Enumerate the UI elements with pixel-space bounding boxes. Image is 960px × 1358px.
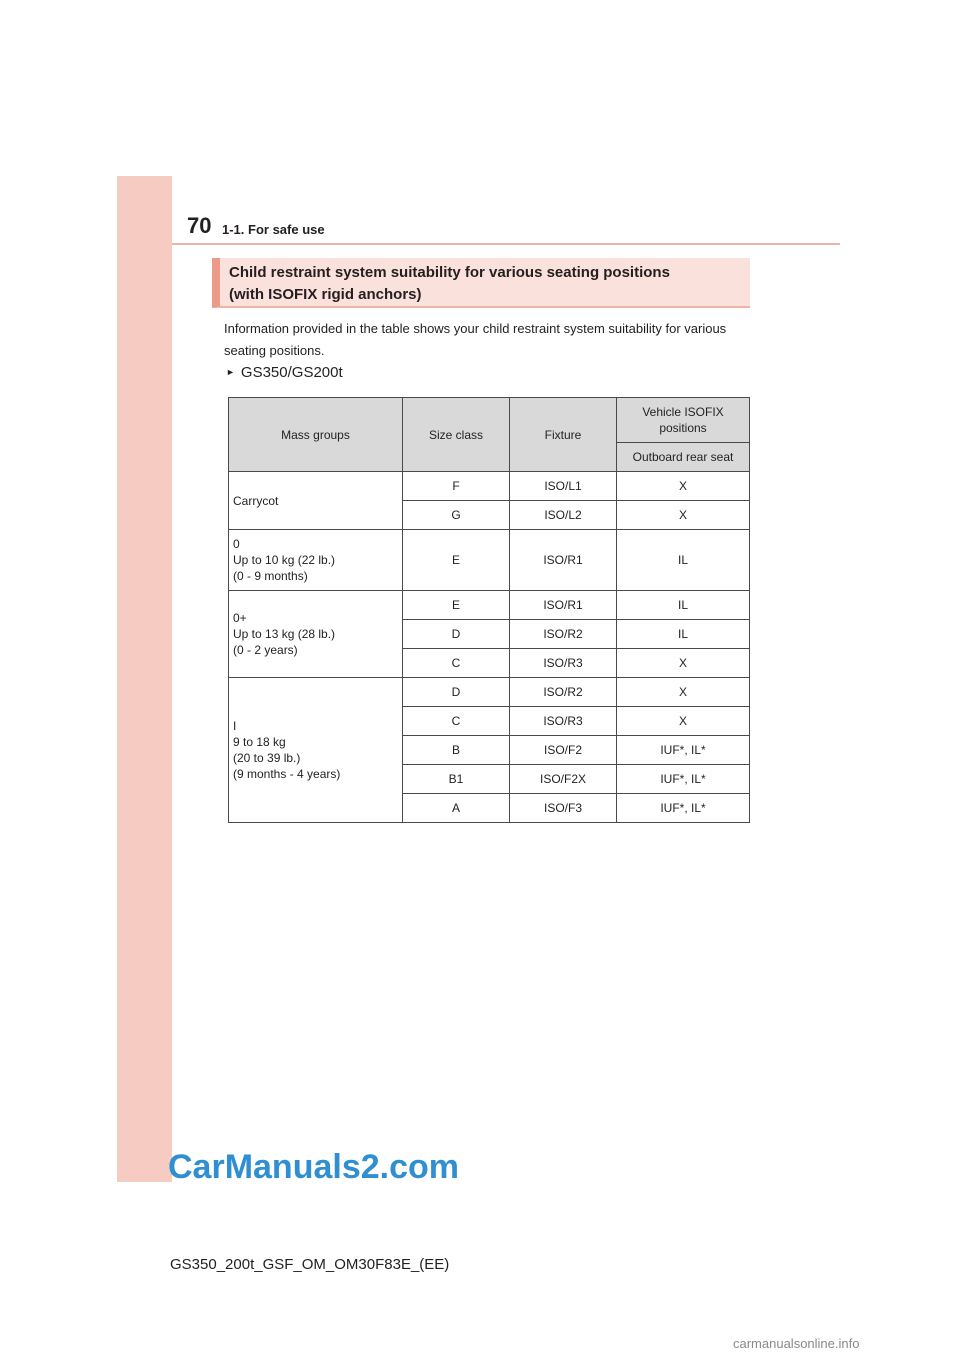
suitability-table: [228, 397, 750, 823]
size-class-cell: D: [403, 620, 510, 649]
position-cell: IUF*, IL*: [617, 765, 750, 794]
mass-group-line: Up to 10 kg (22 lb.): [233, 553, 336, 567]
position-cell: X: [617, 707, 750, 736]
mass-group-line: (20 to 39 lb.): [233, 751, 301, 765]
fixture-cell: ISO/R1: [510, 530, 617, 591]
fixture-cell: ISO/R3: [510, 649, 617, 678]
mass-group-line: Carrycot: [233, 493, 279, 508]
position-cell: IL: [617, 591, 750, 620]
size-class-cell: F: [403, 472, 510, 501]
header-size-class: Size class: [403, 398, 510, 472]
position-cell: IUF*, IL*: [617, 794, 750, 823]
heading-line-2: (with ISOFIX rigid anchors): [229, 286, 422, 303]
mass-group-cell: [229, 472, 403, 530]
page-number: 70: [187, 213, 212, 238]
fixture-cell: ISO/F2: [510, 736, 617, 765]
header-outboard-rear-seat: Outboard rear seat: [617, 443, 750, 472]
intro-paragraph: Information provided in the table shows your child restraint system suitability for various seating positions.: [224, 321, 727, 358]
fixture-cell: ISO/F2X: [510, 765, 617, 794]
position-cell: X: [617, 649, 750, 678]
size-class-cell: E: [403, 530, 510, 591]
position-cell: X: [617, 501, 750, 530]
fixture-cell: ISO/R2: [510, 620, 617, 649]
heading-line-1: Child restraint system suitability for various seating positions: [229, 264, 670, 281]
side-band: [117, 176, 172, 1182]
position-cell: IL: [617, 530, 750, 591]
mass-group-line: 0: [233, 537, 240, 551]
size-class-cell: B1: [403, 765, 510, 794]
size-class-cell: C: [403, 649, 510, 678]
mass-group-line: 9 to 18 kg: [233, 735, 286, 749]
size-class-cell: G: [403, 501, 510, 530]
table-row: [229, 530, 750, 591]
size-class-cell: E: [403, 591, 510, 620]
mass-group-line: (9 months - 4 years): [233, 767, 341, 781]
mass-group-line: Up to 13 kg (28 lb.): [233, 627, 336, 641]
header-rule: [172, 243, 840, 245]
position-cell: IL: [617, 620, 750, 649]
mass-group-line: (0 - 9 months): [233, 569, 308, 583]
model-line: [226, 364, 343, 381]
section-heading: [212, 258, 750, 308]
table-body: [229, 472, 750, 823]
mass-group-cell: [229, 530, 403, 591]
fixture-cell: ISO/L2: [510, 501, 617, 530]
size-class-cell: C: [403, 707, 510, 736]
fixture-cell: ISO/R1: [510, 591, 617, 620]
fixture-cell: ISO/R2: [510, 678, 617, 707]
mass-group-line: 0+: [233, 611, 247, 625]
mass-group-cell: [229, 591, 403, 678]
footer-code: GS350_200t_GSF_OM_OM30F83E_(EE): [170, 1256, 450, 1273]
position-cell: X: [617, 678, 750, 707]
table-row: [229, 678, 750, 707]
header-vehicle-isofix: Vehicle ISOFIX positions: [617, 398, 750, 443]
size-class-cell: D: [403, 678, 510, 707]
header-fixture: Fixture: [510, 398, 617, 472]
mass-group-line: I: [233, 719, 237, 733]
mass-group-line: (0 - 2 years): [233, 643, 298, 657]
fixture-cell: ISO/R3: [510, 707, 617, 736]
triangle-bullet-icon: ►: [226, 367, 235, 377]
position-cell: IUF*, IL*: [617, 736, 750, 765]
header-mass-groups: Mass groups: [229, 398, 403, 472]
fixture-cell: ISO/F3: [510, 794, 617, 823]
fixture-cell: ISO/L1: [510, 472, 617, 501]
table-row: [229, 591, 750, 620]
model-label: GS350/GS200t: [240, 364, 343, 381]
table-row: [229, 472, 750, 501]
mass-group-cell: [229, 678, 403, 823]
position-cell: X: [617, 472, 750, 501]
size-class-cell: B: [403, 736, 510, 765]
section-label: 1-1. For safe use: [222, 222, 325, 237]
site-watermark: carmanualsonline.info: [733, 1336, 860, 1351]
size-class-cell: A: [403, 794, 510, 823]
watermark-logo: CarManuals2.com: [168, 1148, 459, 1186]
